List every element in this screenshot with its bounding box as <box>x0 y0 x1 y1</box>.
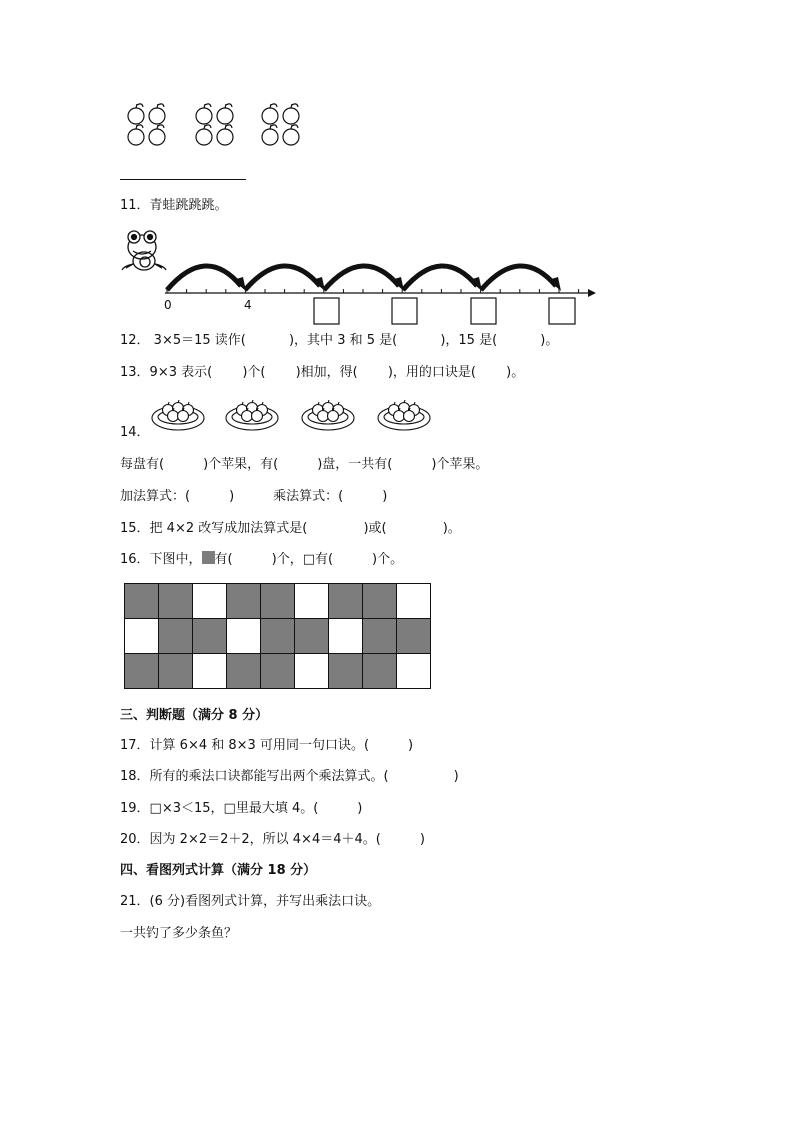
white-cell <box>193 654 227 689</box>
apple-group <box>196 104 233 145</box>
gray-cell <box>363 584 397 619</box>
grid-row <box>125 654 431 689</box>
q14-line1: 每盘有( )个苹果，有( )盘，一共有( )个苹果。 <box>120 457 489 472</box>
shading-grid <box>124 583 431 689</box>
white-cell <box>329 619 363 654</box>
apple-icon <box>149 104 165 124</box>
answer-box-3[interactable] <box>471 298 496 324</box>
white-cell <box>193 584 227 619</box>
gray-cell <box>159 654 193 689</box>
apple-icon <box>149 125 165 145</box>
gray-cell <box>159 584 193 619</box>
q16-prefix: 16．下图中， <box>120 552 202 567</box>
q11-text: 11．青蛙跳跳跳。 <box>120 198 228 213</box>
frog-number-line <box>118 220 598 332</box>
apple-icon <box>128 104 144 124</box>
answer-underline <box>120 179 246 180</box>
gray-square-icon <box>202 551 215 564</box>
apple-icon <box>283 104 299 124</box>
white-cell <box>397 654 431 689</box>
apple-icon <box>196 104 212 124</box>
gray-cell <box>193 619 227 654</box>
tick-label-0: 0 <box>164 298 172 312</box>
jump-arc <box>403 266 482 291</box>
grid-row <box>125 619 431 654</box>
q21-question: 一共钓了多少条鱼？ <box>120 926 238 941</box>
jump-arc <box>167 266 246 291</box>
q18-text: 18．所有的乘法口诀都能写出两个乘法算式。( ) <box>120 769 459 784</box>
gray-cell <box>363 619 397 654</box>
gray-cell <box>227 654 261 689</box>
tick-label-4: 4 <box>244 298 252 312</box>
q13-text: 13．9×3 表示( )个( )相加，得( )，用的口诀是( )。 <box>120 365 525 380</box>
answer-boxes <box>314 298 575 324</box>
apple-icon <box>262 125 278 145</box>
frog-icon <box>122 231 166 270</box>
apple-plate-icon <box>152 400 204 430</box>
gray-cell <box>295 619 329 654</box>
section4-title: 四、看图列式计算（满分 18 分） <box>120 863 317 878</box>
white-cell <box>295 584 329 619</box>
gray-cell <box>397 619 431 654</box>
gray-cell <box>329 584 363 619</box>
q14-label: 14． <box>120 425 150 440</box>
answer-box-2[interactable] <box>392 298 417 324</box>
apple-plate-icon <box>378 400 430 430</box>
gray-cell <box>159 619 193 654</box>
apple-icon <box>128 125 144 145</box>
q16-middle: 有( )个， <box>214 552 303 567</box>
grid-row <box>125 584 431 619</box>
section3-title: 三、判断题（满分 8 分） <box>120 708 269 723</box>
white-cell <box>295 654 329 689</box>
q12-text: 12． 3×5＝15 读作( )，其中 3 和 5 是( )，15 是( )。 <box>120 333 559 348</box>
white-cell <box>125 619 159 654</box>
q21-text: 21．(6 分)看图列式计算，并写出乘法口诀。 <box>120 894 381 909</box>
gray-cell <box>261 654 295 689</box>
apples-illustration <box>120 100 320 150</box>
q20-text: 20．因为 2×2＝2＋2，所以 4×4＝4＋4。( ) <box>120 832 425 847</box>
apple-group <box>128 104 165 145</box>
gray-cell <box>261 619 295 654</box>
apple-icon <box>262 104 278 124</box>
q17-text: 17．计算 6×4 和 8×3 可用同一句口诀。( ) <box>120 738 414 753</box>
q15-text: 15．把 4×2 改写成加法算式是( )或( )。 <box>120 521 461 536</box>
answer-box-1[interactable] <box>314 298 339 324</box>
q16-suffix: □有( )个。 <box>302 552 404 567</box>
q19-text: 19．□×3＜15，□里最大填 4。( ) <box>120 801 363 816</box>
white-cell <box>227 619 261 654</box>
white-cell <box>397 584 431 619</box>
apple-group <box>262 104 299 145</box>
apple-icon <box>217 125 233 145</box>
jump-arc <box>481 266 561 291</box>
gray-cell <box>125 654 159 689</box>
gray-cell <box>329 654 363 689</box>
gray-cell <box>227 584 261 619</box>
apple-plates <box>150 396 440 436</box>
q16-text <box>120 551 403 569</box>
gray-cell <box>125 584 159 619</box>
gray-cell <box>261 584 295 619</box>
apple-icon <box>283 125 299 145</box>
apple-plate-icon <box>302 400 354 430</box>
q14-line2: 加法算式：( ) 乘法算式：( ) <box>120 489 388 504</box>
jump-arc <box>245 266 325 291</box>
apple-icon <box>217 104 233 124</box>
apple-plate-icon <box>226 400 278 430</box>
answer-box-4[interactable] <box>549 298 575 324</box>
gray-cell <box>363 654 397 689</box>
apple-icon <box>196 125 212 145</box>
jump-arc <box>324 266 404 291</box>
